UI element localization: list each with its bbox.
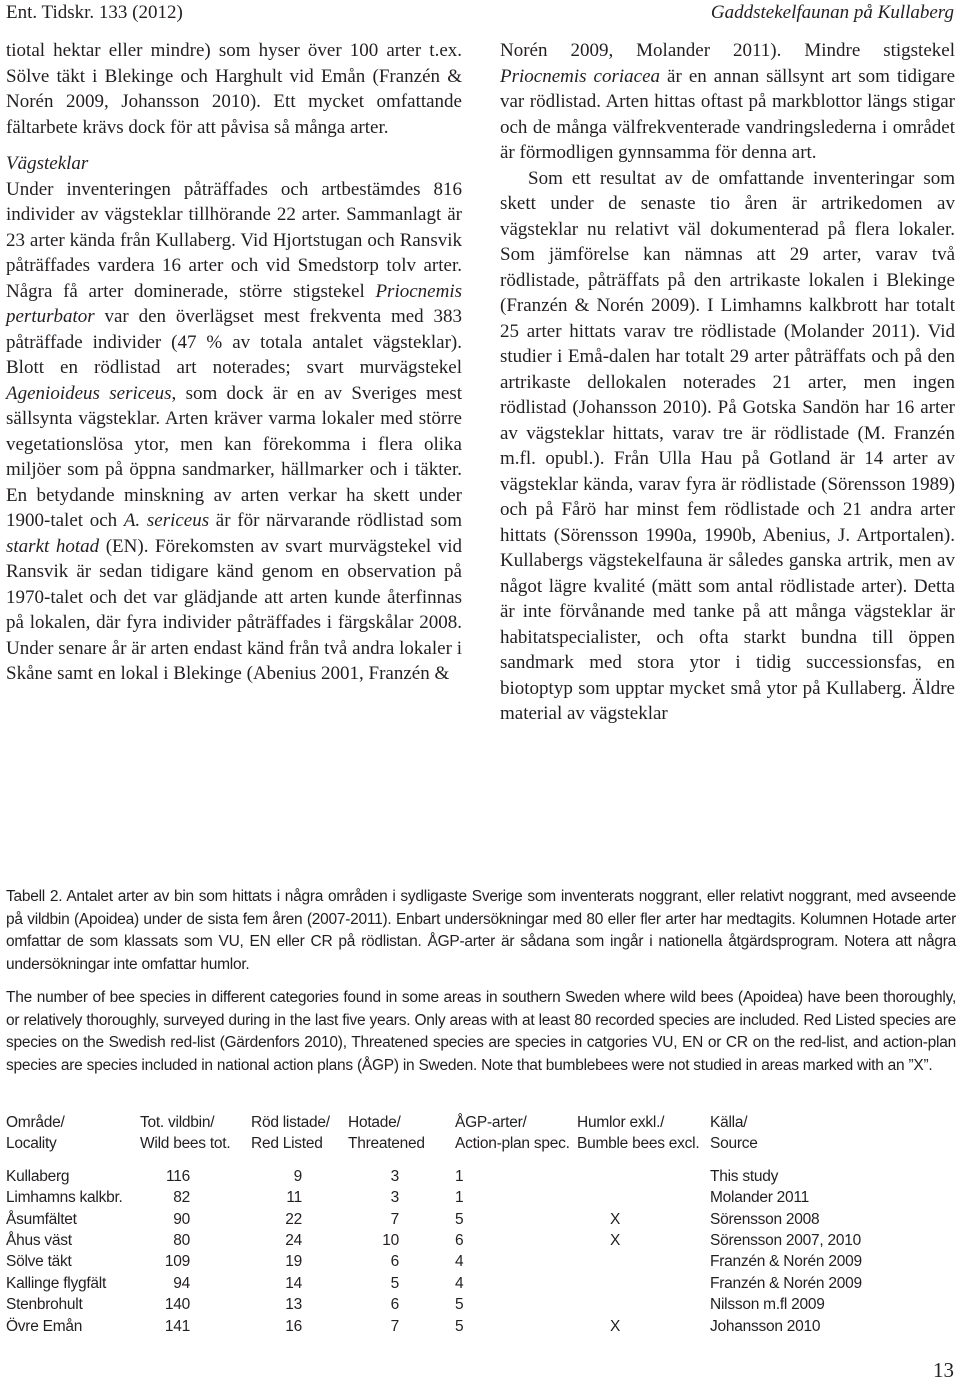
column-header: Locality [6, 1135, 57, 1153]
red-listed-cell: 9 [293, 1167, 302, 1185]
table-row [6, 1275, 956, 1296]
source-cell: Franzén & Norén 2009 [710, 1274, 862, 1292]
column-header: Threatened [348, 1135, 425, 1153]
table-row [6, 1189, 956, 1210]
table-row [6, 1253, 956, 1274]
threatened-cell: 6 [390, 1253, 399, 1271]
threatened-cell: 3 [390, 1189, 399, 1207]
paragraph: Som ett resultat av de omfattande inventeringar som skett under de senaste tio åren är artrikedomen av vägsteklar nu relativt väl dokumenterad på flera lokaler. Som jämförelse kan nämnas att 29 arter, varav två rödlistade, påträffats på den artrikaste lokalen i Blekinge (Franzén & Norén 2009). I Limhamns kalkbrott har totalt 25 arter hittats varav tre rödlistade (Molander 2011). Vid studier i Emå-dalen har totalt 29 arter påträffats och på den artrikaste dellokalen noterades 21 arter, men ingen rödlistad (Johansson 2010). På Gotska Sandön har 16 arter av vägsteklar hittats, varav tre är rödlistade (M. Franzén m.fl. opubl.). Från Ulla Hau på Gotland är 14 arter av vägsteklar kända, varav fyra är rödlistade (Sörensson 1989) och på Fårö har minst fem rödlistade och 21 andra arter hittats (Sörensson 1990a, 1990b, Abenius, J. Artportalen). Kullabergs vägstekelfauna är således ganska artrik, men av något lägre kvalité (mätt som antal rödlistade arter). Detta är inte förvånande med tanke på att många vägsteklar är habitatspecialister, och ofta starkt bundna till öppen sandmark med stora ytor i tidig successionsfas, en biotoptyp som upptar mycket små ytor på Kullaberg. Äldre material av vägsteklar [500, 167, 955, 724]
wild-bees-cell: 94 [173, 1274, 190, 1292]
wild-bees-cell: 90 [173, 1210, 190, 1228]
threatened-cell: 7 [390, 1317, 399, 1335]
column-header: Hotade/ [348, 1114, 401, 1131]
table-caption-english: The number of bee species in different categories found in some areas in southern Sweden where wild bees (Apoidea) have been thoroughly, or relatively thoroughly, surveyed during in the last five years. Only areas with at least 80 recorded species are included. Red Listed species are species on the Swedish red-list (Gärdenfors 2010), Threatened species are species in catgories VU, EN or CR on the red-list, and action-plan species are species included in national action plans (ÅGP) in Sweden. Note that bumblebees were not studied in areas marked with an ”X”. [6, 989, 956, 1074]
section-heading-vagsteklar: Vägsteklar [6, 153, 89, 174]
red-listed-cell: 19 [285, 1253, 302, 1271]
wild-bees-cell: 109 [164, 1253, 190, 1271]
column-header: Område/ [6, 1114, 65, 1131]
source-cell: This study [710, 1167, 779, 1185]
action-plan-cell: 5 [455, 1210, 464, 1228]
locality-cell: Åsumfältet [6, 1210, 77, 1228]
left-column [6, 38, 462, 687]
table-row [6, 1211, 956, 1232]
red-listed-cell: 24 [285, 1231, 302, 1249]
right-column [500, 38, 955, 727]
action-plan-cell: 4 [455, 1274, 464, 1292]
locality-cell: Kullaberg [6, 1167, 70, 1185]
table-row [6, 1296, 956, 1317]
table-header-row [6, 1114, 956, 1135]
wild-bees-cell: 140 [164, 1296, 190, 1314]
locality-cell: Limhamns kalkbr. [6, 1189, 123, 1207]
source-cell: Johansson 2010 [710, 1317, 821, 1335]
bumblebees-excluded-cell: X [610, 1231, 621, 1249]
threatened-cell: 6 [390, 1296, 399, 1314]
threatened-cell: 10 [382, 1231, 399, 1249]
source-cell: Franzén & Norén 2009 [710, 1253, 862, 1271]
red-listed-cell: 14 [285, 1274, 302, 1292]
paragraph: Under inventeringen påträffades och artbestämdes 816 individer av vägsteklar tillhörande 22 arter. Sammanlagt är 23 arter kända från Kullaberg. Vid Hjortstugan och Ransvik påträffades vardera 16 arter och vid Smedstorp tolv arter. Några få arter dominerade, större stigstekel Priocnemis perturbator var den överlägset mest frekventa med 383 påträffade individer (47 % av totala antalet vägsteklar). Blott en rödlistad art noterades; svart murvägstekel Agenioideus sericeus, som dock är en av Sveriges mest sällsynta vägsteklar. Arten kräver varma lokaler med större vegetationslösa ytor, men kan förekomma i flera olika miljöer som på öppna sandmarker, hällmarker och i täkter. En betydande minskning av arten verkar ha skett under 1900-talet och A. sericeus är för närvarande rödlistad som starkt hotad (EN). Förekomsten av svart murvägstekel vid Ransvik är sedan tidigare känd genom en observation på 1970-talet och det var glädjande att arten kunde återfinnas på lokalen, där fyra individer påträffades i färgskålar 2008. Under senare år är arten endast känd från två andra lokaler i Skåne samt en lokal i Blekinge (Abenius 2001, Franzén & [6, 178, 463, 684]
source-cell: Nilsson m.fl 2009 [710, 1296, 825, 1314]
threatened-cell: 5 [390, 1274, 399, 1292]
column-header: Source [710, 1135, 758, 1153]
action-plan-cell: 1 [455, 1189, 464, 1207]
source-cell: Molander 2011 [710, 1189, 810, 1207]
source-cell: Sörensson 2007, 2010 [710, 1231, 861, 1249]
action-plan-cell: 1 [455, 1167, 464, 1185]
locality-cell: Stenbrohult [6, 1296, 83, 1314]
column-header: Bumble bees excl. [577, 1135, 700, 1153]
red-listed-cell: 13 [285, 1296, 302, 1314]
locality-cell: Övre Emån [6, 1317, 83, 1335]
locality-cell: Kallinge flygfält [6, 1274, 107, 1292]
column-header: Tot. vildbin/ [140, 1114, 215, 1131]
action-plan-cell: 6 [455, 1231, 464, 1249]
wild-bees-cell: 80 [173, 1231, 190, 1249]
bumblebees-excluded-cell: X [610, 1210, 621, 1228]
action-plan-cell: 5 [455, 1317, 464, 1335]
wild-bees-cell: 116 [166, 1167, 190, 1185]
column-header: Wild bees tot. [140, 1135, 231, 1153]
source-cell: Sörensson 2008 [710, 1210, 820, 1228]
threatened-cell: 3 [390, 1167, 399, 1185]
table-header-row [6, 1135, 956, 1156]
table-caption-swedish: Tabell 2. Antalet arter av bin som hittats i några områden i sydligaste Sverige som inventerats noggrant, eller relativt noggrant, med avseende på vildbin (Apoidea) under de sista fem åren (2007-2011). Enbart undersökningar med 80 eller fler arter har medtagits. Kolumnen Hotade arter omfattar de som klassats som VU, EN eller CR på rödlistan. ÅGP-arter är sådana som ingår i nationella åtgärdsprogram. Notera att några undersökningar inte omfattar humlor. [6, 888, 956, 973]
species-table [6, 1114, 956, 1339]
red-listed-cell: 11 [286, 1189, 302, 1207]
column-header: ÅGP-arter/ [455, 1114, 527, 1131]
column-header: Röd listade/ [251, 1114, 330, 1131]
journal-header: Ent. Tidskr. 133 (2012) [6, 2, 183, 23]
page-number: 13 [933, 1358, 954, 1382]
red-listed-cell: 16 [285, 1317, 302, 1335]
table-row [6, 1318, 956, 1339]
column-header: Humlor exkl./ [577, 1114, 665, 1131]
paragraph: Norén 2009, Molander 2011). Mindre stigstekel Priocnemis coriacea är en annan sällsynt art som tidigare var rödlistad. Arten hittas oftast på markblottor längs stigar och de många välfrekventerade vandringslederna i området är förmodligen gynnsamma för denna art. [500, 40, 955, 163]
column-header: Red Listed [251, 1135, 323, 1153]
column-header: Action-plan spec. [455, 1135, 570, 1153]
locality-cell: Sölve täkt [6, 1253, 72, 1271]
table-row [6, 1168, 956, 1189]
table-row [6, 1232, 956, 1253]
threatened-cell: 7 [390, 1210, 399, 1228]
wild-bees-cell: 82 [173, 1189, 190, 1207]
action-plan-cell: 5 [455, 1296, 464, 1314]
paragraph: tiotal hektar eller mindre) som hyser över 100 arter t.ex. Sölve täkt i Blekinge och Harghult vid Emån (Franzén & Norén 2009, Johansson 2010). Ett mycket omfattande fältarbete krävs dock för att påvisa så många arter. [6, 40, 462, 138]
red-listed-cell: 22 [285, 1210, 302, 1228]
column-header: Källa/ [710, 1114, 748, 1131]
bumblebees-excluded-cell: X [610, 1317, 621, 1335]
wild-bees-cell: 141 [164, 1317, 190, 1335]
running-title: Gaddstekelfaunan på Kullaberg [710, 2, 954, 23]
action-plan-cell: 4 [455, 1253, 464, 1271]
locality-cell: Åhus väst [6, 1231, 72, 1249]
